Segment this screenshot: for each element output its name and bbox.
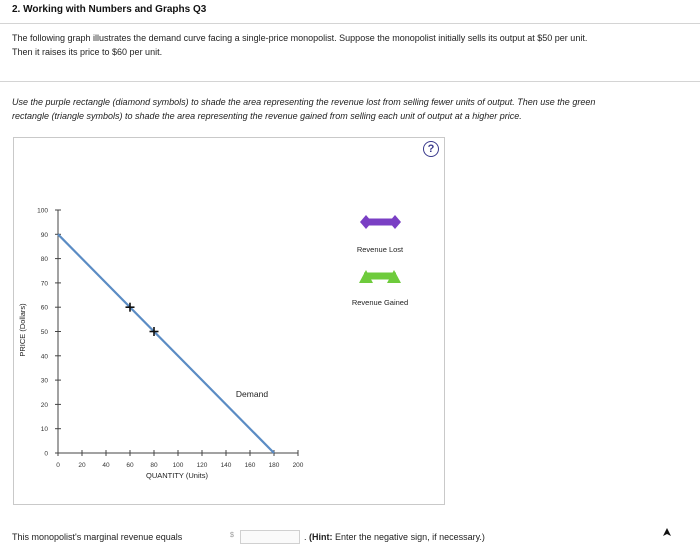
y-tick-label: 80 (40, 256, 48, 264)
x-axis-label: QUANTITY (Units) (146, 471, 208, 480)
x-tick-label: 180 (268, 462, 280, 469)
y-tick-label: 100 (37, 207, 48, 215)
y-tick-label: 0 (44, 450, 48, 458)
x-tick-label: 140 (220, 462, 232, 469)
demand-label: Demand (235, 389, 269, 399)
marginal-revenue-label: This monopolist's marginal revenue equals (12, 532, 183, 542)
revenue-gained-tool[interactable] (352, 270, 408, 307)
y-tick-label: 60 (40, 304, 48, 312)
y-tick-label: 70 (40, 280, 48, 288)
x-tick-label: 200 (292, 462, 304, 469)
intro-line-2: Then it raises its price to $60 per unit. (12, 47, 163, 57)
currency-symbol: $ (230, 532, 234, 539)
x-tick-label: 160 (244, 462, 256, 469)
hint-prefix: . (304, 532, 310, 542)
help-icon[interactable]: ? (423, 141, 439, 157)
revenue-lost-label: Revenue Lost (356, 245, 404, 254)
x-tick-label: 40 (102, 462, 110, 469)
revenue-gained-label: Revenue Gained (351, 298, 409, 307)
marginal-revenue-row (12, 530, 692, 548)
x-tick-label: 80 (150, 462, 158, 469)
x-tick-label: 120 (196, 462, 208, 469)
revenue-lost-tool[interactable] (357, 215, 404, 254)
x-tick-label: 100 (172, 462, 184, 469)
question-title: 2. Working with Numbers and Graphs Q3 (12, 4, 207, 15)
hint-bold: (Hint: (309, 532, 333, 542)
y-axis-label: PRICE (Dollars) (18, 303, 27, 357)
mouse-cursor-icon (661, 527, 673, 539)
x-tick-label: 20 (78, 462, 86, 469)
y-tick-label: 20 (40, 401, 48, 409)
y-tick-label: 40 (40, 353, 48, 361)
instructions-line-1: Use the purple rectangle (diamond symbols) to shade the area representing the revenue lost from selling fewer units of output. Then use the green (12, 97, 596, 107)
marginal-revenue-input[interactable] (240, 530, 300, 544)
x-tick-label: 60 (126, 462, 134, 469)
y-tick-label: 50 (40, 329, 48, 336)
instructions-line-2: rectangle (triangle symbols) to shade the area representing the revenue gained from selling each unit of output at a higher price. (12, 111, 522, 121)
demand-curve (58, 234, 274, 453)
intro-line-1: The following graph illustrates the demand curve facing a single-price monopolist. Suppose the monopolist initially sells its output at $50 per unit. (12, 33, 588, 43)
y-tick-label: 90 (40, 231, 48, 239)
diamond-icon (389, 215, 401, 229)
hint-text (304, 532, 485, 542)
y-tick-label: 10 (40, 426, 48, 434)
y-tick-label: 30 (40, 377, 48, 385)
diamond-icon (360, 215, 372, 229)
x-tick-label: 0 (56, 462, 60, 469)
hint-rest: Enter the negative sign, if necessary.) (332, 532, 485, 542)
